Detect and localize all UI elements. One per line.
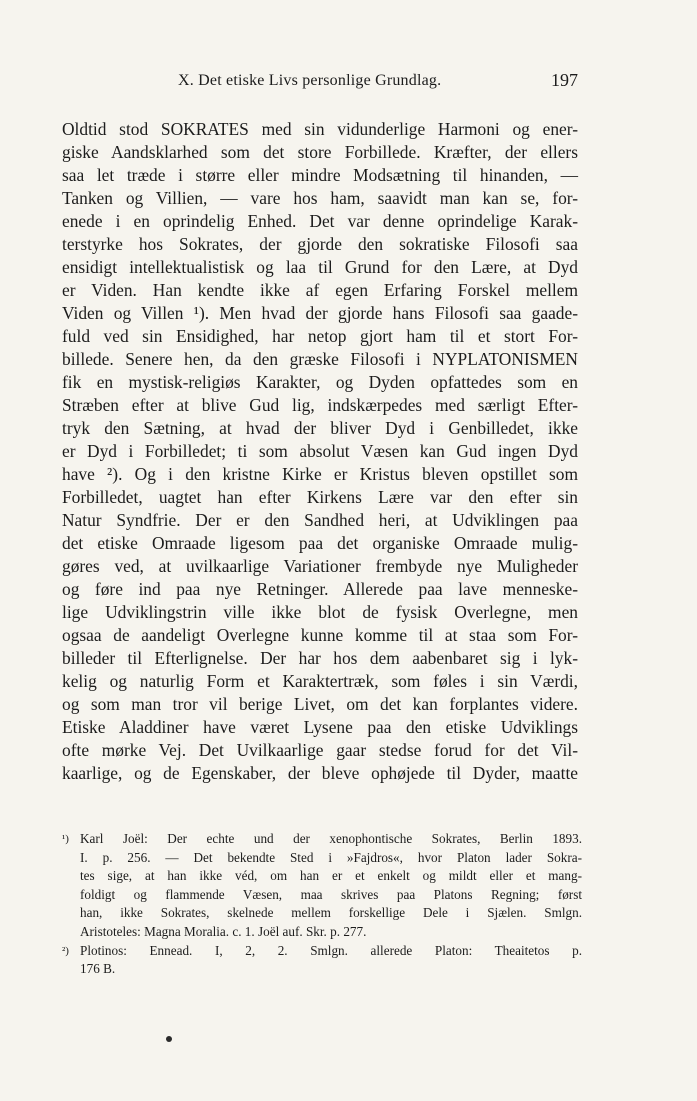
text-line: gøres ved, at uvilkaarlige Variationer frembyde nye Muligheder bbox=[62, 556, 578, 576]
text-line: kelig og naturlig Form et Karaktertræk, som føles i sin Værdi, bbox=[62, 671, 578, 691]
text-line: lige Udviklingstrin ville ikke blot de fysisk Overlegne, men bbox=[62, 602, 578, 622]
footnote-line bbox=[62, 830, 582, 849]
text-line: er Viden. Han kendte ikke af egen Erfaring Forskel mellem bbox=[62, 280, 578, 300]
text-line: ogsaa de aandeligt Overlegne kunne komme til at staa som For- bbox=[62, 625, 578, 645]
running-title: X. Det etiske Livs personlige Grundlag. bbox=[178, 72, 442, 89]
footnote-line bbox=[62, 942, 582, 961]
footnote-line: han, ikke Sokrates, skelnede mellem forskellige Dele i Sjælen. Smlgn. bbox=[80, 905, 582, 921]
text-line: fik en mystisk-religiøs Karakter, og Dyden opfattedes som en bbox=[62, 372, 578, 392]
text-line: billede. Senere hen, da den græske Filosofi i NYPLATONISMEN bbox=[62, 349, 578, 369]
text-line: saa let træde i større eller mindre Modsætning til hinanden, — bbox=[62, 165, 578, 185]
text-line: Forbilledet, uagtet han efter Kirkens Lære var den efter sin bbox=[62, 487, 578, 507]
text-line: er Dyd i Forbilledet; ti som absolut Væsen kan Gud ingen Dyd bbox=[62, 441, 578, 461]
text-line: Natur Syndfrie. Der er den Sandhed heri, at Udviklingen paa bbox=[62, 510, 578, 530]
text-line: Oldtid stod SOKRATES med sin vidunderlige Harmoni og ener- bbox=[62, 119, 578, 139]
text-line: og som man tror vil berige Livet, om det kan forplantes videre. bbox=[62, 694, 578, 714]
text-line: det etiske Omraade ligesom paa det organiske Omraade mulig- bbox=[62, 533, 578, 553]
running-header bbox=[178, 72, 578, 98]
text-line: Etiske Aladdiner have været Lysene paa den etiske Udviklings bbox=[62, 717, 578, 737]
text-line: Viden og Villen ¹). Men hvad der gjorde hans Filosofi saa gaade- bbox=[62, 303, 578, 323]
text-line: fuld ved sin Ensidighed, har netop gjort ham til et stort For- bbox=[62, 326, 578, 346]
text-line: have ²). Og i den kristne Kirke er Kristus bleven opstillet som bbox=[62, 464, 578, 484]
text-line: Tanken og Villien, — vare hos ham, saavidt man kan se, for- bbox=[62, 188, 578, 208]
footnote-line: Aristoteles: Magna Moralia. c. 1. Joël auf. Skr. p. 277. bbox=[80, 923, 367, 939]
footnote-line: 176 B. bbox=[80, 961, 116, 977]
text-line: tryk den Sætning, at hvad der bliver Dyd i Genbilledet, ikke bbox=[62, 418, 578, 438]
footnote-line: foldigt og flammende Væsen, maa skrives paa Platons Regning; først bbox=[80, 886, 582, 902]
text-line: giske Aandsklarhed som det store Forbillede. Kræfter, der ellers bbox=[62, 142, 578, 162]
ink-dot bbox=[166, 1036, 172, 1042]
footnotes bbox=[62, 830, 582, 979]
footnote-text: Karl Joël: Der echte und der xenophontische Sokrates, Berlin 1893. bbox=[80, 831, 582, 846]
footnote-line: I. p. 256. — Det bekendte Sted i »Fajdros«, hvor Platon lader Sokra- bbox=[80, 849, 582, 865]
text-line: og føre ind paa nye Retninger. Allerede paa lave menneske- bbox=[62, 579, 578, 599]
text-line: ofte mørke Vej. Det Uvilkaarlige gaar stedse forud for det Vil- bbox=[62, 740, 578, 760]
footnote-marker: ²) bbox=[62, 944, 69, 957]
footnote-text: Plotinos: Ennead. I, 2, 2. Smlgn. allerede Platon: Theaitetos p. bbox=[80, 942, 582, 958]
footnote-line: tes sige, at han ikke véd, om han er et enkelt og mildt eller et mang- bbox=[80, 868, 582, 884]
text-line: enede i en oprindelig Enhed. Det var denne oprindelige Karak- bbox=[62, 211, 578, 231]
footnote-marker: ¹) bbox=[62, 833, 69, 845]
body-text bbox=[62, 118, 578, 785]
text-line: terstyrke hos Sokrates, der gjorde den sokratiske Filosofi saa bbox=[62, 234, 578, 254]
text-line: ensidigt intellektualistisk og laa til Grund for den Lære, at Dyd bbox=[62, 257, 578, 277]
text-line: billeder til Efterlignelse. Der har hos dem aabenbaret sig i lyk- bbox=[62, 648, 578, 668]
text-line: Stræben efter at blive Gud lig, indskærpedes med særligt Efter- bbox=[62, 395, 578, 415]
text-line: kaarlige, og de Egenskaber, der bleve ophøjede til Dyder, maatte bbox=[62, 763, 578, 783]
page-number: 197 bbox=[551, 70, 578, 90]
